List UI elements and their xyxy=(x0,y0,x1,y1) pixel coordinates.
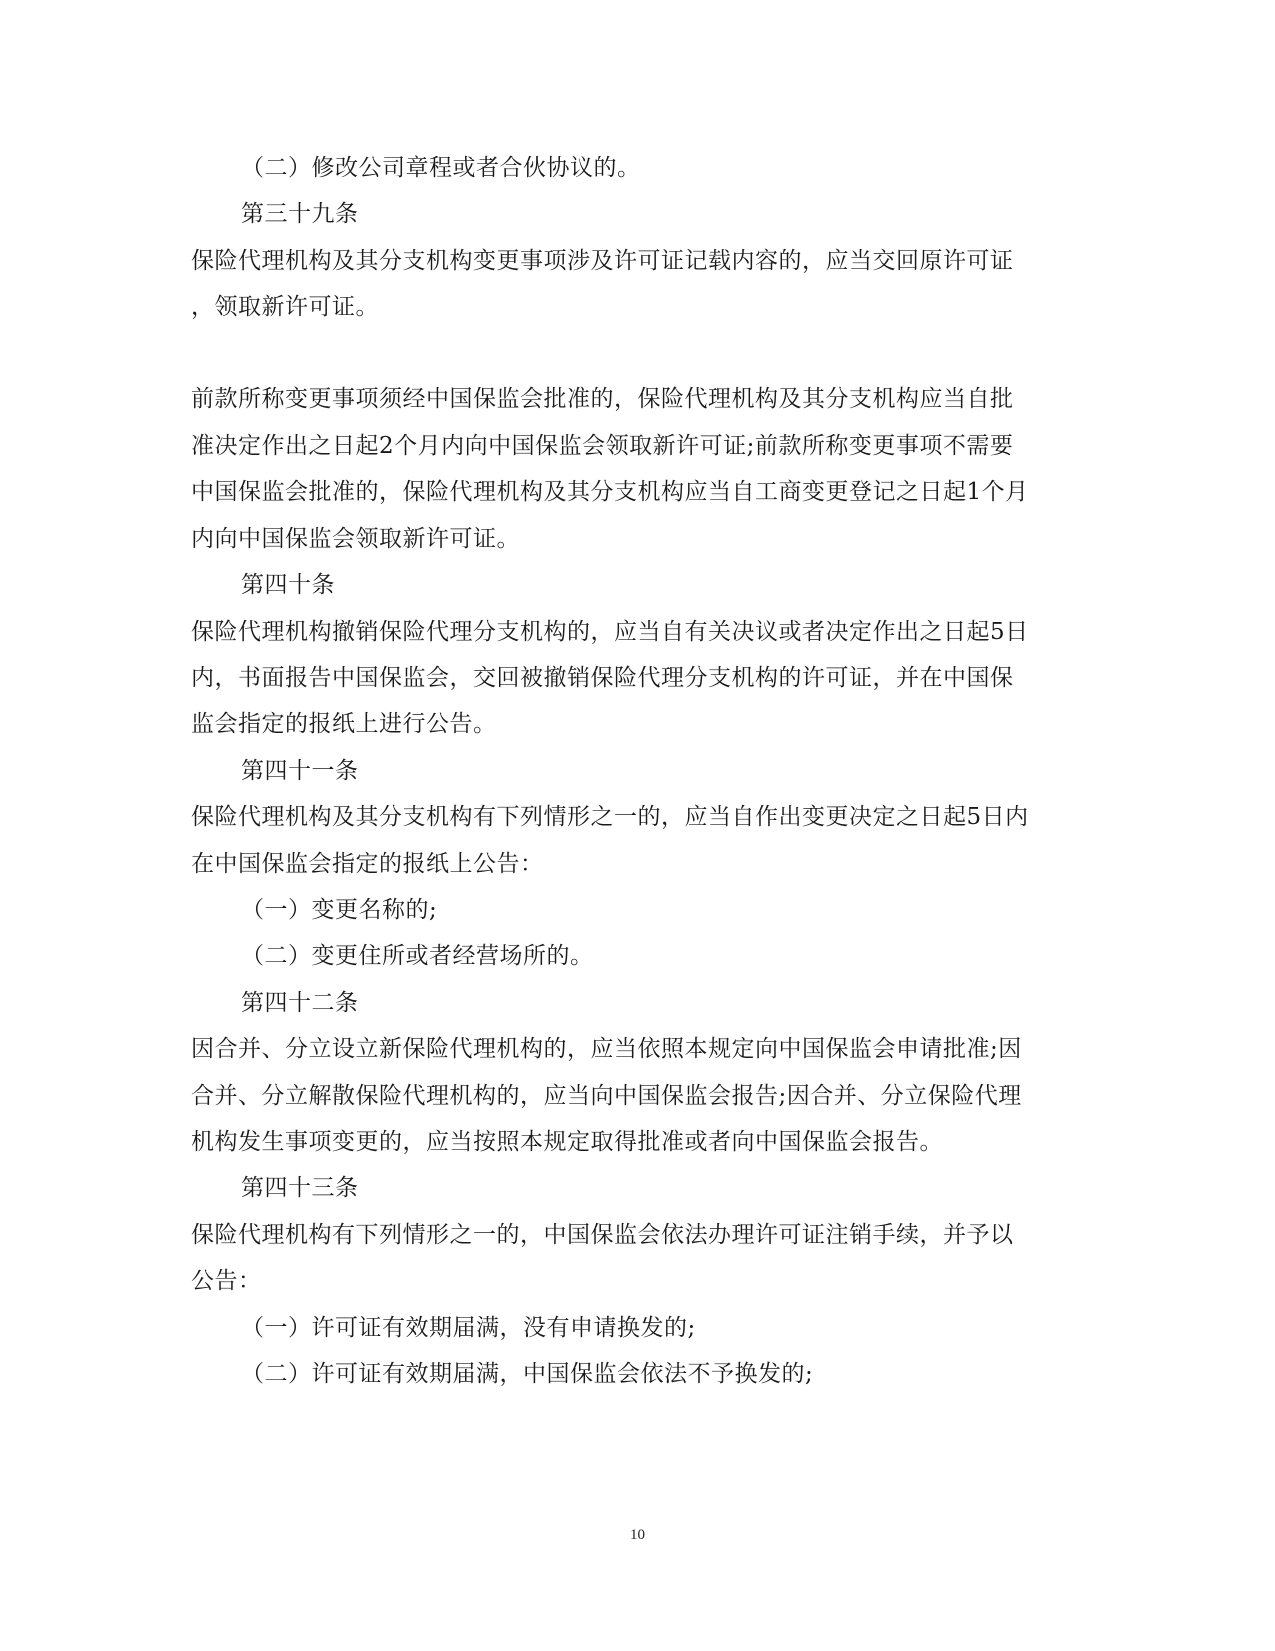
article-42-text-line-3: 机构发生事项变更的，应当按照本规定取得批准或者向中国保监会报告。 xyxy=(191,1129,943,1155)
article-43-heading: 第四十三条 xyxy=(241,1175,359,1201)
article-40-text-line-2: 内，书面报告中国保监会，交回被撤销保险代理分支机构的许可证，并在中国保 xyxy=(191,665,1014,691)
article-41-text-line-1: 保险代理机构及其分支机构有下列情形之一的，应当自作出变更决定之日起5日内 xyxy=(191,804,1029,830)
article-40-text-line-3: 监会指定的报纸上进行公告。 xyxy=(191,711,497,737)
article-42-text-line-1: 因合并、分立设立新保险代理机构的，应当依照本规定向中国保监会申请批准;因 xyxy=(191,1036,1022,1062)
article-39-para2-line-2: 准决定作出之日起2个月内向中国保监会领取新许可证;前款所称变更事项不需要 xyxy=(191,433,1014,459)
article-42-text-line-2: 合并、分立解散保险代理机构的，应当向中国保监会报告;因合并、分立保险代理 xyxy=(191,1083,1022,1109)
article-39-para2-line-3: 中国保监会批准的，保险代理机构及其分支机构应当自工商变更登记之日起1个月 xyxy=(191,479,1029,505)
article-41-item-1: （一）变更名称的; xyxy=(241,897,438,923)
article-43-item-1: （一）许可证有效期届满，没有申请换发的; xyxy=(241,1315,696,1341)
article-39-heading: 第三十九条 xyxy=(241,201,359,227)
article-39-text-line-2: ，领取新许可证。 xyxy=(191,294,379,320)
page-number: 10 xyxy=(630,1527,645,1543)
article-43-text-line-2: 公告： xyxy=(191,1268,262,1294)
article-40-text-line-1: 保险代理机构撤销保险代理分支机构的，应当自有关决议或者决定作出之日起5日 xyxy=(191,619,1029,645)
article-41-heading: 第四十一条 xyxy=(241,758,359,784)
article-39-para2-line-1: 前款所称变更事项须经中国保监会批准的，保险代理机构及其分支机构应当自批 xyxy=(191,386,1014,412)
paragraph-item-two-amend-charter: （二）修改公司章程或者合伙协议的。 xyxy=(241,155,641,181)
article-43-item-2: （二）许可证有效期届满，中国保监会依法不予换发的; xyxy=(241,1361,814,1387)
article-39-para2-line-4: 内向中国保监会领取新许可证。 xyxy=(191,526,520,552)
article-39-text-line-1: 保险代理机构及其分支机构变更事项涉及许可证记载内容的，应当交回原许可证 xyxy=(191,248,1014,274)
article-42-heading: 第四十二条 xyxy=(241,990,359,1016)
article-43-text-line-1: 保险代理机构有下列情形之一的，中国保监会依法办理许可证注销手续，并予以 xyxy=(191,1222,1014,1248)
article-41-text-line-2: 在中国保监会指定的报纸上公告： xyxy=(191,851,544,877)
article-41-item-2: （二）变更住所或者经营场所的。 xyxy=(241,943,594,969)
article-40-heading: 第四十条 xyxy=(241,572,335,598)
